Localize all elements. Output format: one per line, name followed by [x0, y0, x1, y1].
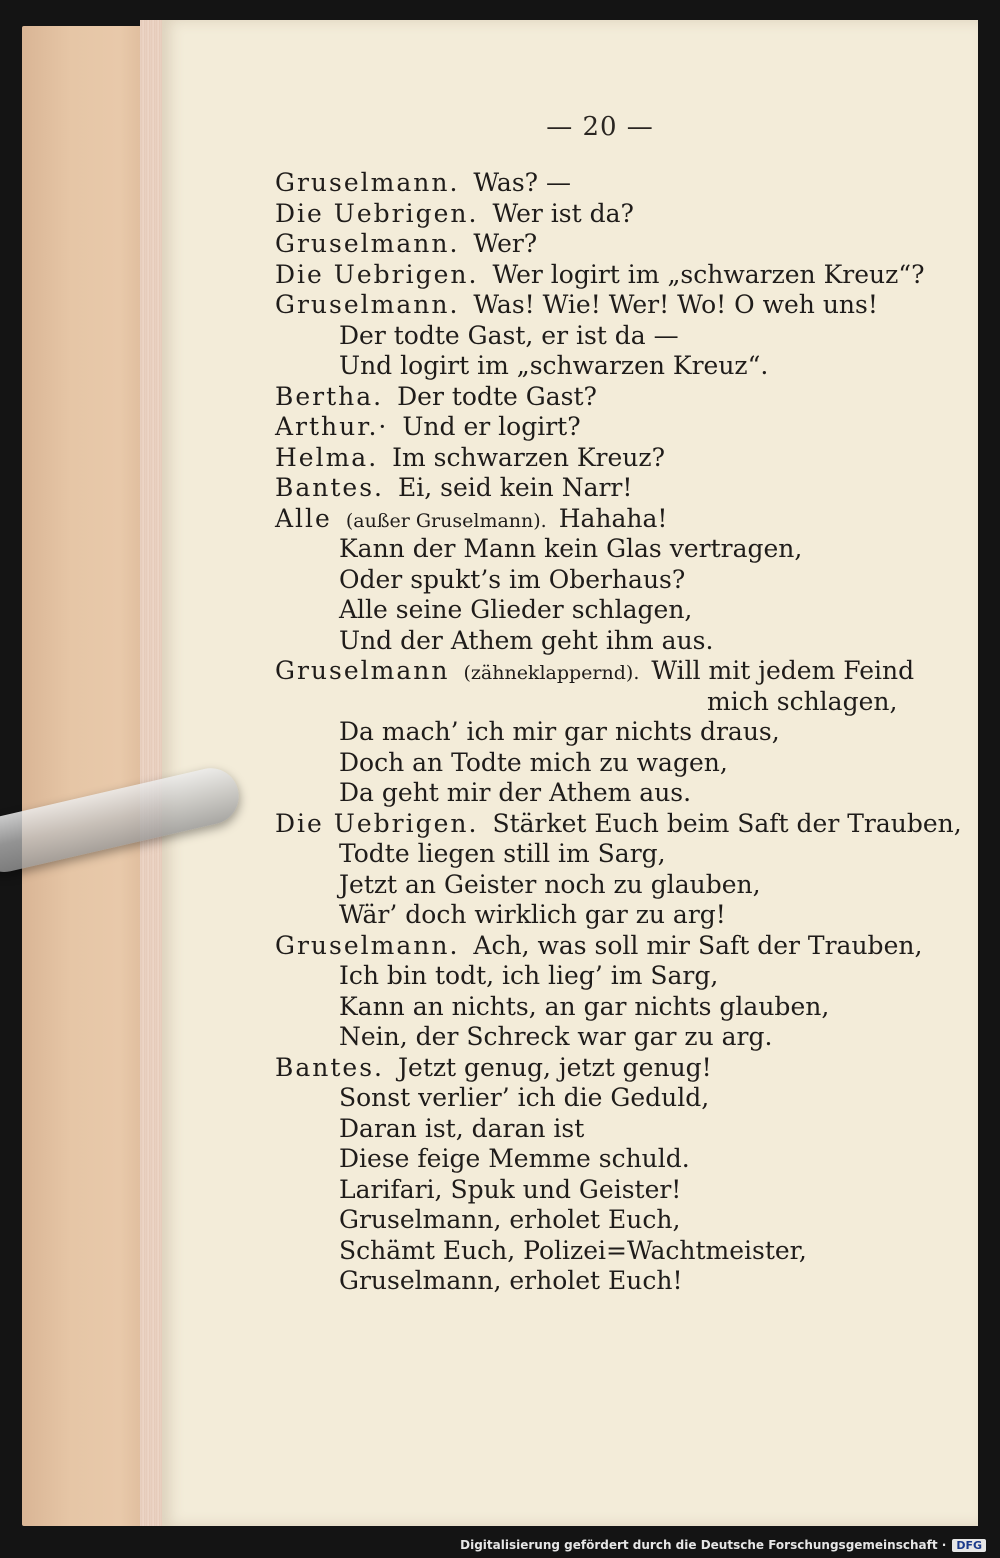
footer-text: Digitalisierung gefördert durch die Deutsche Forschungsgemeinschaft · — [460, 1538, 947, 1552]
text-line — [275, 839, 955, 870]
speaker-name: Alle — [275, 503, 332, 533]
speaker-name: Die Uebrigen. — [275, 198, 479, 228]
text-line — [275, 961, 955, 992]
speaker-name: Arthur.· — [275, 412, 389, 441]
text-line — [275, 656, 955, 687]
line-text: Wär’ doch wirklich gar zu arg! — [339, 900, 726, 929]
page-number: — 20 — — [546, 112, 654, 142]
line-text: Da geht mir der Athem aus. — [339, 778, 692, 807]
line-text: Wer? — [473, 229, 538, 258]
text-line — [275, 1175, 955, 1206]
text-line — [275, 1144, 955, 1175]
text-line — [275, 534, 955, 565]
line-text: Diese feige Memme schuld. — [339, 1144, 690, 1173]
text-line — [275, 199, 955, 230]
line-text: Gruselmann, erholet Euch, — [339, 1205, 681, 1234]
line-text: Und er logirt? — [402, 412, 581, 441]
line-text: mich schlagen, — [707, 686, 898, 716]
text-line — [275, 168, 955, 199]
line-text: Daran ist, daran ist — [339, 1113, 585, 1143]
text-line — [275, 565, 955, 596]
text-line — [275, 870, 955, 901]
speaker-name: Gruselmann — [275, 656, 450, 685]
speaker-name: Bertha. — [275, 381, 384, 411]
line-text: Sonst verlier’ ich die Geduld, — [339, 1083, 710, 1112]
line-text: Ei, seid kein Narr! — [398, 473, 633, 502]
footer — [460, 1538, 986, 1552]
text-line — [275, 748, 955, 779]
speaker-name: Die Uebrigen. — [275, 808, 479, 838]
text-line — [275, 717, 955, 748]
text-line — [275, 808, 962, 840]
line-text: Der todte Gast? — [397, 381, 597, 411]
line-text: Gruselmann, erholet Euch! — [339, 1266, 683, 1295]
text-line — [275, 260, 955, 291]
text-block — [275, 168, 962, 1297]
line-text: Was! Wie! Wer! Wo! O weh uns! — [473, 290, 878, 319]
speaker-name: Gruselmann. — [275, 290, 460, 319]
text-line — [275, 1266, 955, 1297]
text-line — [275, 992, 955, 1023]
line-text: Im schwarzen Kreuz? — [392, 442, 665, 472]
speaker-name: Gruselmann. — [275, 168, 460, 197]
text-line — [275, 290, 955, 321]
text-line — [275, 900, 955, 931]
text-line — [275, 351, 955, 382]
line-text: Larifari, Spuk und Geister! — [339, 1174, 682, 1204]
speaker-name: Bantes. — [275, 1052, 384, 1082]
line-text: Stärket Euch beim Saft der Trauben, — [492, 808, 962, 838]
speaker-name: Bantes. — [275, 473, 384, 502]
line-text: Todte liegen still im Sarg, — [339, 839, 666, 868]
line-text: Jetzt genug, jetzt genug! — [398, 1052, 712, 1082]
line-text: Da mach’ ich mir gar nichts draus, — [339, 717, 780, 746]
text-line — [275, 412, 955, 443]
stage-direction: (zähneklappernd). — [463, 662, 640, 684]
speaker-name: Gruselmann. — [275, 930, 460, 960]
text-line — [275, 504, 955, 535]
line-text: Kann an nichts, an gar nichts glauben, — [339, 991, 830, 1021]
text-line — [275, 382, 955, 413]
stage-direction: (außer Gruselmann). — [345, 509, 547, 532]
speaker-name: Die Uebrigen. — [275, 259, 479, 289]
line-text: Alle seine Glieder schlagen, — [339, 595, 693, 624]
line-text: Und der Athem geht ihm aus. — [339, 625, 714, 655]
line-text: Hahaha! — [558, 503, 668, 533]
text-line — [275, 778, 955, 809]
line-text: Der todte Gast, er ist da — — [339, 320, 679, 350]
text-line — [275, 1083, 955, 1114]
line-text: Jetzt an Geister noch zu glauben, — [339, 869, 761, 899]
line-text: Doch an Todte mich zu wagen, — [339, 747, 728, 777]
text-line — [275, 687, 955, 718]
line-text: Wer logirt im „schwarzen Kreuz“? — [492, 259, 925, 289]
line-text: Ich bin todt, ich lieg’ im Sarg, — [339, 961, 719, 990]
text-line — [275, 321, 955, 352]
line-text: Nein, der Schreck war gar zu arg. — [339, 1022, 773, 1051]
text-line — [275, 1053, 955, 1084]
line-text: Kann der Mann kein Glas vertragen, — [339, 534, 803, 563]
text-line — [275, 626, 955, 657]
text-line — [275, 1114, 955, 1145]
speaker-name: Helma. — [275, 442, 379, 472]
text-line — [275, 443, 955, 474]
text-line — [275, 931, 955, 962]
text-line — [275, 595, 955, 626]
text-line — [275, 1236, 955, 1267]
text-line — [275, 229, 955, 260]
speaker-name: Gruselmann. — [275, 229, 460, 258]
line-text: Und logirt im „schwarzen Kreuz“. — [339, 351, 769, 380]
line-text: Schämt Euch, Polizei=Wachtmeister, — [339, 1235, 807, 1265]
line-text: Was? — — [473, 168, 572, 197]
text-line — [275, 473, 955, 504]
text-line — [275, 1205, 955, 1236]
line-text: Oder spukt’s im Oberhaus? — [339, 564, 686, 594]
line-text: Ach, was soll mir Saft der Trauben, — [473, 930, 923, 960]
line-text: Will mit jedem Feind — [651, 656, 915, 685]
dfg-logo: DFG — [952, 1539, 986, 1552]
line-text: Wer ist da? — [492, 198, 634, 228]
text-line — [275, 1022, 955, 1053]
